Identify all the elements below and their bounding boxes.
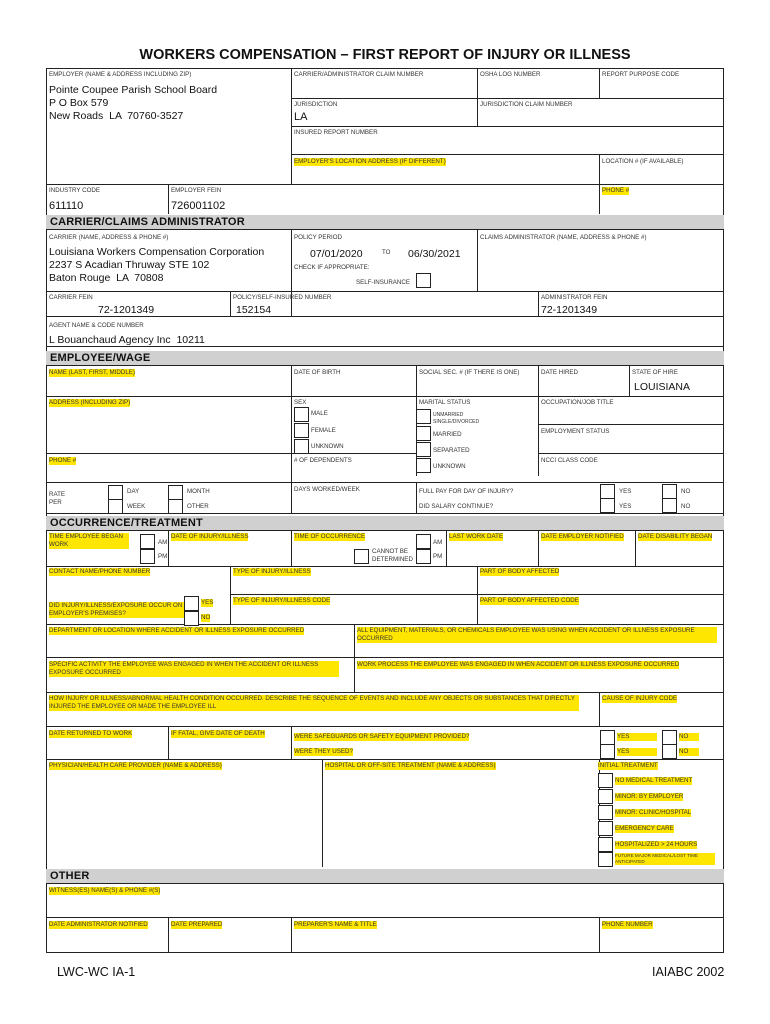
married-label: MARRIED bbox=[433, 431, 462, 438]
premises-yes-label: YES bbox=[201, 599, 214, 606]
admin-fein-value[interactable]: 72-1201349 bbox=[541, 304, 598, 316]
treatment-3-checkbox[interactable] bbox=[598, 805, 613, 820]
rate-month-checkbox[interactable] bbox=[168, 485, 183, 500]
fein-label: EMPLOYER FEIN bbox=[171, 187, 222, 194]
per-label: PER bbox=[49, 499, 62, 506]
footer-iaiabc: IAIABC 2002 bbox=[652, 965, 725, 979]
time-occ-am-label: AM bbox=[433, 539, 443, 546]
rate-label: RATE bbox=[49, 491, 66, 498]
claims-admin-label: CLAIMS ADMINISTRATOR (NAME, ADDRESS & PHONE #) bbox=[480, 234, 647, 241]
safeguards-no-checkbox[interactable] bbox=[662, 730, 677, 745]
rate-day-label: DAY bbox=[127, 488, 140, 495]
separated-checkbox[interactable] bbox=[416, 442, 431, 457]
safeguards-yes-checkbox[interactable] bbox=[600, 730, 615, 745]
preparer-label: PREPARER'S NAME & TITLE bbox=[294, 921, 377, 928]
policy-number-value[interactable]: 152154 bbox=[236, 304, 272, 316]
admin-fein-label: ADMINISTRATOR FEIN bbox=[541, 294, 608, 301]
salary-yes-checkbox[interactable] bbox=[600, 498, 615, 513]
occurrence-section-header: OCCURRENCE/TREATMENT bbox=[46, 516, 724, 530]
treatment-3-label: MINOR: CLINIC/HOSPITAL bbox=[615, 809, 692, 816]
salary-continue-label: DID SALARY CONTINUE? bbox=[419, 503, 494, 510]
treatment-5-label: HOSPITALIZED > 24 HOURS bbox=[615, 841, 698, 848]
policy-number-label: POLICY/SELF-INSURED NUMBER bbox=[233, 294, 332, 301]
department-label: DEPARTMENT OR LOCATION WHERE ACCIDENT OR ILLNESS EXPOSURE OCCURRED bbox=[49, 627, 305, 634]
treatment-1-label: NO MEDICAL TREATMENT bbox=[615, 777, 693, 784]
preparer-phone-label: PHONE NUMBER bbox=[602, 921, 653, 928]
fein-value[interactable]: 726001102 bbox=[171, 200, 226, 212]
safeguards-yes-label: YES bbox=[617, 733, 657, 741]
full-pay-no-label: NO bbox=[681, 488, 691, 495]
form-title: WORKERS COMPENSATION – FIRST REPORT OF INJURY OR ILLNESS bbox=[139, 47, 631, 63]
unmarried-checkbox[interactable] bbox=[416, 409, 431, 424]
last-work-label: LAST WORK DATE bbox=[449, 533, 504, 540]
employee-phone-label: PHONE # bbox=[49, 457, 77, 464]
treatment-6-label: FUTURE MAJOR MEDICAL/LOST TIME ANTICIPATED bbox=[615, 853, 715, 865]
time-occ-pm-checkbox[interactable] bbox=[416, 549, 431, 564]
occupation-label: OCCUPATION/JOB TITLE bbox=[541, 399, 614, 406]
rate-week-checkbox[interactable] bbox=[108, 499, 123, 514]
employer-location-label: EMPLOYER'S LOCATION ADDRESS (IF DIFFERENT) bbox=[294, 158, 446, 165]
dob-label: DATE OF BIRTH bbox=[294, 369, 341, 376]
fatal-label: IF FATAL, GIVE DATE OF DEATH bbox=[171, 730, 265, 737]
agent-value[interactable]: L Bouanchaud Agency Inc 10211 bbox=[49, 334, 205, 346]
carrier-claim-label: CARRIER/ADMINISTRATOR CLAIM NUMBER bbox=[294, 71, 424, 78]
single-label: SINGLE/DIVORCED bbox=[433, 419, 480, 425]
premises-no-label: NO bbox=[201, 614, 211, 621]
jurisdiction-label: JURISDICTION bbox=[294, 101, 338, 108]
premises-no-checkbox[interactable] bbox=[184, 611, 199, 626]
female-checkbox[interactable] bbox=[294, 423, 309, 438]
check-appropriate-label: CHECK IF APPROPRIATE: bbox=[294, 264, 370, 271]
state-hire-value[interactable]: LOUISIANA bbox=[634, 381, 691, 393]
date-injury-label: DATE OF INJURY/ILLNESS bbox=[171, 533, 249, 540]
dependents-label: # OF DEPENDENTS bbox=[294, 457, 352, 464]
male-checkbox[interactable] bbox=[294, 407, 309, 422]
rate-day-checkbox[interactable] bbox=[108, 485, 123, 500]
employer-value[interactable]: Pointe Coupee Parish School Board P O Box 579 New Roads LA 70760-3527 bbox=[49, 84, 218, 122]
carrier-fein-value[interactable]: 72-1201349 bbox=[98, 304, 155, 316]
did-occur-label: DID INJURY/ILLNESS/EXPOSURE OCCUR ON EMPLOYER'S PREMISES? bbox=[49, 602, 183, 617]
married-checkbox[interactable] bbox=[416, 426, 431, 441]
carrier-value[interactable]: Louisiana Workers Compensation Corporation 2237 S Acadian Thruway STE 102 Baton Rouge LA 70808 bbox=[49, 246, 265, 284]
treatment-4-checkbox[interactable] bbox=[598, 821, 613, 836]
time-began-am-label: AM bbox=[158, 539, 168, 546]
employment-status-label: EMPLOYMENT STATUS bbox=[541, 428, 610, 435]
type-code-label: TYPE OF INJURY/ILLNESS CODE bbox=[233, 597, 331, 604]
activity-label: SPECIFIC ACTIVITY THE EMPLOYEE WAS ENGAGED IN WHEN THE ACCIDENT OR ILLNESS EXPOSURE OCCURRED bbox=[49, 661, 339, 677]
premises-yes-checkbox[interactable] bbox=[184, 596, 199, 611]
witness-label: WITNESS(ES) NAME(S) & PHONE #(S) bbox=[49, 887, 161, 894]
time-began-am-checkbox[interactable] bbox=[140, 534, 155, 549]
rate-week-label: WEEK bbox=[127, 503, 146, 510]
time-occ-pm-label: PM bbox=[433, 553, 443, 560]
carrier-label: CARRIER (NAME, ADDRESS & PHONE #) bbox=[49, 234, 169, 241]
full-pay-no-checkbox[interactable] bbox=[662, 484, 677, 499]
sex-label: SEX bbox=[294, 399, 307, 406]
jurisdiction-claim-label: JURISDICTION CLAIM NUMBER bbox=[480, 101, 573, 108]
safeguards-label: WERE SAFEGUARDS OR SAFETY EQUIPMENT PROVIDED? bbox=[294, 733, 470, 740]
full-pay-label: FULL PAY FOR DAY OF INJURY? bbox=[419, 488, 514, 495]
rate-other-label: OTHER bbox=[187, 503, 209, 510]
time-began-label: TIME EMPLOYEE BEGAN WORK bbox=[49, 533, 129, 549]
separated-label: SEPARATED bbox=[433, 447, 470, 454]
salary-no-checkbox[interactable] bbox=[662, 498, 677, 513]
osha-label: OSHA LOG NUMBER bbox=[480, 71, 541, 78]
salary-yes-label: YES bbox=[619, 503, 632, 510]
unmarried-label: UNMARRIED bbox=[433, 412, 464, 418]
policy-from[interactable]: 07/01/2020 bbox=[310, 248, 363, 260]
date-prepared-label: DATE PREPARED bbox=[171, 921, 223, 928]
date-disability-label: DATE DISABILITY BEGAN bbox=[638, 533, 713, 540]
salary-no-label: NO bbox=[681, 503, 691, 510]
part-code-label: PART OF BODY AFFECTED CODE bbox=[480, 597, 579, 604]
process-label: WORK PROCESS THE EMPLOYEE WAS ENGAGED IN WHEN ACCIDENT OR ILLNESS EXPOSURE OCCURRED bbox=[357, 661, 680, 668]
policy-to[interactable]: 06/30/2021 bbox=[408, 248, 461, 260]
jurisdiction-value[interactable]: LA bbox=[294, 111, 308, 123]
treatment-5-checkbox[interactable] bbox=[598, 837, 613, 852]
time-occ-am-checkbox[interactable] bbox=[416, 534, 431, 549]
physician-label: PHYSICIAN/HEALTH CARE PROVIDER (NAME & ADDRESS) bbox=[49, 762, 222, 769]
date-notified-label: DATE EMPLOYER NOTIFIED bbox=[541, 533, 624, 540]
used-label: WERE THEY USED? bbox=[294, 748, 353, 755]
safeguards-no-label: NO bbox=[679, 733, 699, 741]
date-hired-label: DATE HIRED bbox=[541, 369, 579, 376]
treatment-2-checkbox[interactable] bbox=[598, 789, 613, 804]
state-hire-label: STATE OF HIRE bbox=[632, 369, 678, 376]
equipment-label: ALL EQUIPMENT, MATERIALS, OR CHEMICALS EMPLOYEE WAS USING WHEN ACCIDENT OR ILLNESS EXPOSURE OCCURRED bbox=[357, 627, 717, 643]
cause-code-label: CAUSE OF INJURY CODE bbox=[602, 695, 678, 702]
industry-label: INDUSTRY CODE bbox=[49, 187, 100, 194]
ncci-label: NCCI CLASS CODE bbox=[541, 457, 598, 464]
employer-label: EMPLOYER (NAME & ADDRESS INCLUDING ZIP) bbox=[49, 71, 192, 78]
treatment-4-label: EMERGENCY CARE bbox=[615, 825, 674, 832]
used-no-label: NO bbox=[679, 748, 699, 756]
time-began-pm-label: PM bbox=[158, 553, 168, 560]
part-body-label: PART OF BODY AFFECTED bbox=[480, 568, 560, 575]
employee-name-label: NAME (LAST, FIRST, MIDDLE) bbox=[49, 369, 135, 376]
ssn-label: SOCIAL SEC. # (IF THERE IS ONE) bbox=[419, 369, 520, 376]
time-began-pm-checkbox[interactable] bbox=[140, 549, 155, 564]
marital-unknown-checkbox[interactable] bbox=[416, 458, 431, 473]
male-label: MALE bbox=[311, 410, 328, 417]
carrier-fein-label: CARRIER FEIN bbox=[49, 294, 93, 301]
contact-label: CONTACT NAME/PHONE NUMBER bbox=[49, 568, 151, 575]
days-worked-label: DAYS WORKED/WEEK bbox=[294, 486, 360, 493]
self-insurance-checkbox[interactable] bbox=[416, 273, 431, 288]
type-injury-label: TYPE OF INJURY/ILLNESS bbox=[233, 568, 311, 575]
other-section-header: OTHER bbox=[46, 869, 724, 883]
location-num-label: LOCATION # (IF AVAILABLE) bbox=[602, 158, 684, 165]
marital-label: MARITAL STATUS bbox=[419, 399, 471, 406]
date-returned-label: DATE RETURNED TO WORK bbox=[49, 730, 133, 737]
full-pay-yes-label: YES bbox=[619, 488, 632, 495]
cannot-determined-checkbox[interactable] bbox=[354, 549, 369, 564]
footer-form-id: LWC-WC IA-1 bbox=[57, 965, 136, 979]
how-occurred-label: HOW INJURY OR ILLNESS/ABNORMAL HEALTH CONDITION OCCURRED. DESCRIBE THE SEQUENCE OF EVENTS AND INCLUDE ANY OBJECTS OR SUBSTANCES THAT DIRECTLY INJURED THE EMPLOYEE OR MADE THE EMPLOYEE ILL bbox=[49, 695, 579, 711]
used-yes-checkbox[interactable] bbox=[600, 744, 615, 759]
report-purpose-label: REPORT PURPOSE CODE bbox=[602, 71, 680, 78]
rate-other-checkbox[interactable] bbox=[168, 499, 183, 514]
treatment-2-label: MINOR: BY EMPLOYER bbox=[615, 793, 684, 800]
policy-period-label: POLICY PERIOD bbox=[294, 234, 343, 241]
hospital-label: HOSPITAL OR OFF-SITE TREATMENT (NAME & ADDRESS) bbox=[325, 762, 496, 769]
rate-month-label: MONTH bbox=[187, 488, 210, 495]
treatment-6-checkbox[interactable] bbox=[598, 852, 613, 867]
policy-to-label: TO bbox=[382, 249, 391, 256]
sex-unknown-checkbox[interactable] bbox=[294, 439, 309, 454]
employee-section-header: EMPLOYEE/WAGE bbox=[46, 351, 724, 365]
carrier-section-header: CARRIER/CLAIMS ADMINISTRATOR bbox=[46, 215, 724, 229]
initial-treatment-label: INITIAL TREATMENT bbox=[598, 762, 658, 769]
phone-label: PHONE # bbox=[602, 187, 630, 194]
admin-notified-label: DATE ADMINISTRATOR NOTIFIED bbox=[49, 921, 148, 928]
industry-value[interactable]: 611110 bbox=[49, 200, 84, 212]
marital-unknown-label: UNKNOWN bbox=[433, 463, 466, 470]
treatment-1-checkbox[interactable] bbox=[598, 773, 613, 788]
address-label: ADDRESS (INCLUDING ZIP) bbox=[49, 399, 131, 406]
sex-unknown-label: UNKNOWN bbox=[311, 443, 344, 450]
insured-report-label: INSURED REPORT NUMBER bbox=[294, 129, 378, 136]
time-occurrence-label: TIME OF OCCURRENCE bbox=[294, 533, 366, 540]
used-yes-label: YES bbox=[617, 748, 657, 756]
cannot-determined-label: CANNOT BE DETERMINED bbox=[372, 548, 413, 563]
self-insurance-label: SELF-INSURANCE bbox=[356, 279, 410, 286]
used-no-checkbox[interactable] bbox=[662, 744, 677, 759]
female-label: FEMALE bbox=[311, 427, 336, 434]
full-pay-yes-checkbox[interactable] bbox=[600, 484, 615, 499]
agent-label: AGENT NAME & CODE NUMBER bbox=[49, 322, 144, 329]
